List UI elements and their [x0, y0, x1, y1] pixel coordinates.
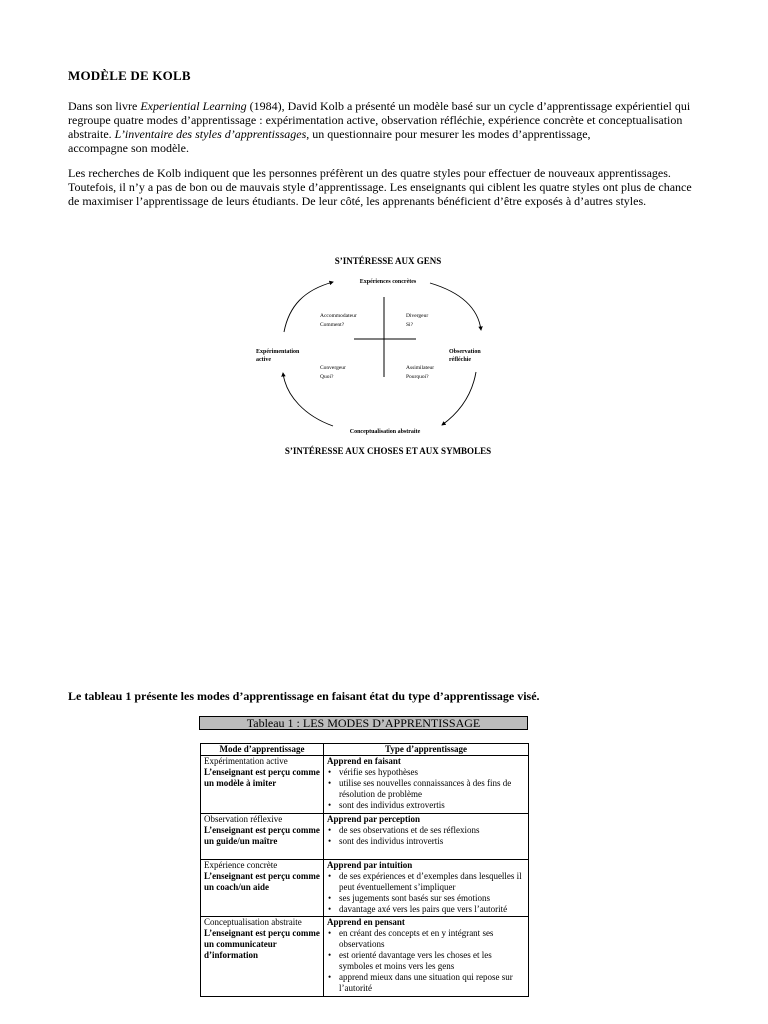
mode-name: Observation réflexive [204, 814, 283, 824]
mode-name: Conceptualisation abstraite [204, 917, 302, 927]
quadrant-name: Convergeur [320, 365, 346, 371]
quadrant-question: Pourquoi? [406, 374, 429, 380]
diagram-bottom-label: S’INTÉRESSE AUX CHOSES ET AUX SYMBOLES [284, 446, 492, 456]
learning-modes-table [200, 743, 529, 997]
page-title: MODÈLE DE KOLB [68, 68, 191, 83]
axis-right-line-1: Observation [449, 349, 481, 355]
quadrant-accommodateur [320, 312, 357, 330]
header-type: Type d’apprentissage [324, 744, 529, 756]
intro-text: (1984), David Kolb a présenté un modèle basé sur un cycle d’apprentissage expérientiel qui regroupe quatre modes d’apprentissage : expérimentation active, observation réfléchie, expérience concrète et conceptualisation abstraite. [68, 99, 691, 141]
list-item: • en créant des concepts et en y intégrant ses observations [337, 928, 525, 950]
list-item: • apprend mieux dans une situation qui repose sur l’autorité [337, 972, 525, 994]
learning-type: Apprend en pensant [327, 917, 405, 927]
table-caption: Tableau 1 : LES MODES D’APPRENTISSAGE [199, 716, 528, 730]
quadrant-divergeur [406, 312, 428, 330]
list-item: • sont des individus extrovertis [337, 800, 525, 811]
learning-type: Apprend en faisant [327, 756, 401, 766]
learning-type: Apprend par perception [327, 814, 421, 824]
axis-top-label: Expériences concrètes [359, 279, 417, 285]
inventory-title: L’inventaire des styles d’apprentissages [114, 127, 307, 141]
table-row [201, 756, 529, 814]
quadrant-convergeur [320, 364, 346, 382]
mode-cell [201, 917, 324, 997]
table-intro: Le tableau 1 présente les modes d’apprentissage en faisant état du type d’apprentissage visé. [68, 689, 540, 703]
list-item: • est orienté davantage vers les choses et les symboles et moins vers les gens [337, 950, 525, 972]
mode-cell [201, 860, 324, 917]
list-item: • de ses expériences et d’exemples dans lesquelles il peut éventuellement s’impliquer [337, 871, 525, 893]
teacher-role: L’enseignant est perçu comme un modèle à imiter [204, 767, 320, 788]
list-item: • vérifie ses hypothèses [337, 767, 525, 778]
type-cell [324, 917, 529, 997]
list-item: • davantage axé vers les pairs que vers l’autorité [337, 904, 525, 915]
intro-text: accompagne son modèle. [68, 141, 189, 155]
type-cell [324, 814, 529, 860]
axis-left-line-2: active [256, 357, 271, 363]
teacher-role: L’enseignant est perçu comme un coach/un aide [204, 871, 320, 892]
book-title: Experiential Learning [140, 99, 247, 113]
learning-type: Apprend par intuition [327, 860, 413, 870]
teacher-role: L’enseignant est perçu comme un guide/un maître [204, 825, 320, 846]
table-row [201, 814, 529, 860]
type-cell [324, 756, 529, 814]
axis-left-label [256, 348, 299, 364]
axis-left-line-1: Expérimentation [256, 349, 300, 355]
intro-paragraph-1 [68, 99, 700, 155]
quadrant-name: Assimilateur [406, 365, 435, 371]
diagram-top-label: S’INTÉRESSE AUX GENS [334, 256, 442, 266]
quadrant-question: Comment? [320, 322, 345, 328]
quadrant-name: Divergeur [406, 313, 429, 319]
teacher-role: L’enseignant est perçu comme un communicateur d’information [204, 928, 320, 960]
cycle-arc-top-right [430, 283, 481, 330]
type-cell [324, 860, 529, 917]
mode-name: Expérience concrète [204, 860, 278, 870]
cycle-arc-right-bottom [442, 372, 476, 425]
table-row [201, 860, 529, 917]
axis-right-label [449, 348, 481, 364]
list-item: • utilise ses nouvelles connaissances à des fins de résolution de problème [337, 778, 525, 800]
quadrant-question: Quoi? [320, 374, 334, 380]
header-mode: Mode d’apprentissage [201, 744, 324, 756]
list-item: • ses jugements sont basés sur ses émotions [337, 893, 525, 904]
mode-name: Expérimentation active [204, 756, 288, 766]
axis-bottom-label: Conceptualisation abstraite [349, 429, 421, 435]
quadrant-name: Accommodateur [320, 313, 357, 319]
intro-text: Dans son livre [68, 99, 141, 113]
intro-text: , un questionnaire pour mesurer les modes d’apprentissage, [306, 127, 591, 141]
mode-cell [201, 814, 324, 860]
table-row [201, 917, 529, 997]
intro-paragraph-2: Les recherches de Kolb indiquent que les personnes préfèrent un des quatre styles pour effectuer de nouveaux apprentissages. Toutefois, il n’y a pas de bon ou de mauvais style d’apprentissage. Les enseignants qui ciblent les quatre styles ont plus de chance de maximiser l’apprentissage de leurs étudiants. De leur côté, les apprenants bénéficient d’être exposés à d’autres styles. [68, 166, 692, 208]
quadrant-question: Si? [406, 322, 414, 328]
list-item: • sont des individus introvertis [337, 836, 525, 847]
quadrant-assimilateur [406, 364, 434, 382]
table-header-row [201, 744, 529, 756]
list-item: • de ses observations et de ses réflexions [337, 825, 525, 836]
axis-right-line-2: réfléchie [449, 357, 471, 363]
mode-cell [201, 756, 324, 814]
